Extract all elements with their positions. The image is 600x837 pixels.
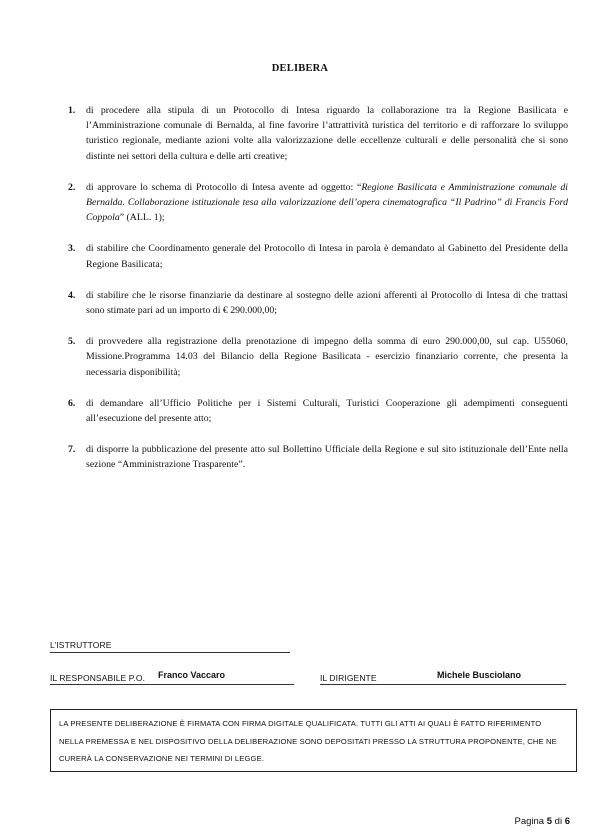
item-text-lead: di approvare lo schema di Protocollo di Intesa avente ad oggetto: “	[86, 181, 362, 193]
item-text: di demandare all’Ufficio Politiche per i Sistemi Culturali, Turistici Cooperazione gli adempimenti conseguenti all’esecuzione del presente atto;	[86, 397, 568, 425]
page-of: di	[554, 816, 563, 827]
item-number: 1.	[68, 105, 76, 116]
item-number: 6.	[68, 397, 76, 409]
item-text-tail: ” (ALL. 1);	[119, 212, 165, 224]
list-item	[68, 396, 568, 426]
item-text-italic-subject: Regione Basilicata e Amministrazione comunale di Bernalda. Collaborazione istituzionale tesa alla valorizzazione dell’opera cinematografica “Il Padrino” di Francis Ford Coppola	[86, 181, 568, 224]
item-number: 4.	[68, 289, 76, 301]
list-item	[68, 180, 568, 226]
deliberation-list	[68, 103, 568, 489]
item-text: di provvedere alla registrazione della prenotazione di impegno della somma di euro 290.000,00, sul cap. U55060, Missione.Programma 14.03 del Bilancio della Regione Basilicata - esercizio finanziario corrente, che presenta la necessaria disponibilità;	[86, 336, 568, 378]
page-title: DELIBERA	[271, 63, 329, 74]
page-counter	[514, 816, 570, 827]
page-current: 5	[546, 816, 553, 827]
item-number: 2.	[68, 181, 76, 193]
dirigente-signature-line	[320, 684, 566, 685]
list-item	[68, 442, 568, 472]
responsabile-label: IL RESPONSABILE P.O.	[50, 673, 146, 683]
list-item	[68, 103, 568, 164]
istruttore-label: L’ISTRUTTORE	[50, 640, 112, 650]
item-number: 5.	[68, 336, 76, 348]
dirigente-name: Michele Busciolano	[437, 670, 522, 680]
digital-signature-notice: LA PRESENTE DELIBERAZIONE È FIRMATA CON FIRMA DIGITALE QUALIFICATA. TUTTI GLI ATTI AI QUALI È FATTO RIFERIMENTO NELLA PREMESSA E NEL DISPOSITIVO DELLA DELIBERAZIONE SONO DEPOSITATI PRESSO LA STRUTTURA PROPONENTE, CHE NE CURERÀ LA CONSERVAZIONE NEI TERMINI DI LEGGE.	[50, 709, 577, 772]
list-item	[68, 241, 568, 271]
responsabile-name: Franco Vaccaro	[158, 670, 226, 680]
page-label: Pagina	[514, 816, 545, 827]
item-text: di procedere alla stipula di un Protocollo di Intesa riguardo la collaborazione tra la Regione Basilicata e l’Amministrazione comunale di Bernalda, al fine favorire l’attrattività turistica del territorio e di rafforzare lo sviluppo turistico regionale, mediante azioni volte alla valorizzazione delle eccellenze culturali e delle personalità che si sono distinte nei settori della cultura e delle arti creative;	[86, 105, 568, 162]
item-number: 7.	[68, 444, 76, 456]
item-number: 3.	[68, 243, 76, 255]
item-text: di disporre la pubblicazione del presente atto sul Bollettino Ufficiale della Regione e sul sito istituzionale dell’Ente nella sezione “Amministrazione Trasparente”.	[86, 444, 568, 471]
dirigente-label: IL DIRIGENTE	[320, 673, 377, 683]
page-total: 6	[564, 816, 570, 827]
list-item	[68, 288, 568, 318]
item-text: di stabilire che le risorse finanziarie da destinare al sostegno delle azioni afferenti al Protocollo di Intesa di che trattasi sono stimate pari ad un importo di € 290.000,00;	[86, 289, 568, 317]
list-item	[68, 334, 568, 380]
responsabile-signature-line	[50, 684, 294, 685]
item-text: di stabilire che Coordinamento generale del Protocollo di Intesa in parola è demandato al Gabinetto del Presidente della Regione Basilicata;	[86, 243, 568, 270]
istruttore-signature-line	[50, 652, 290, 653]
